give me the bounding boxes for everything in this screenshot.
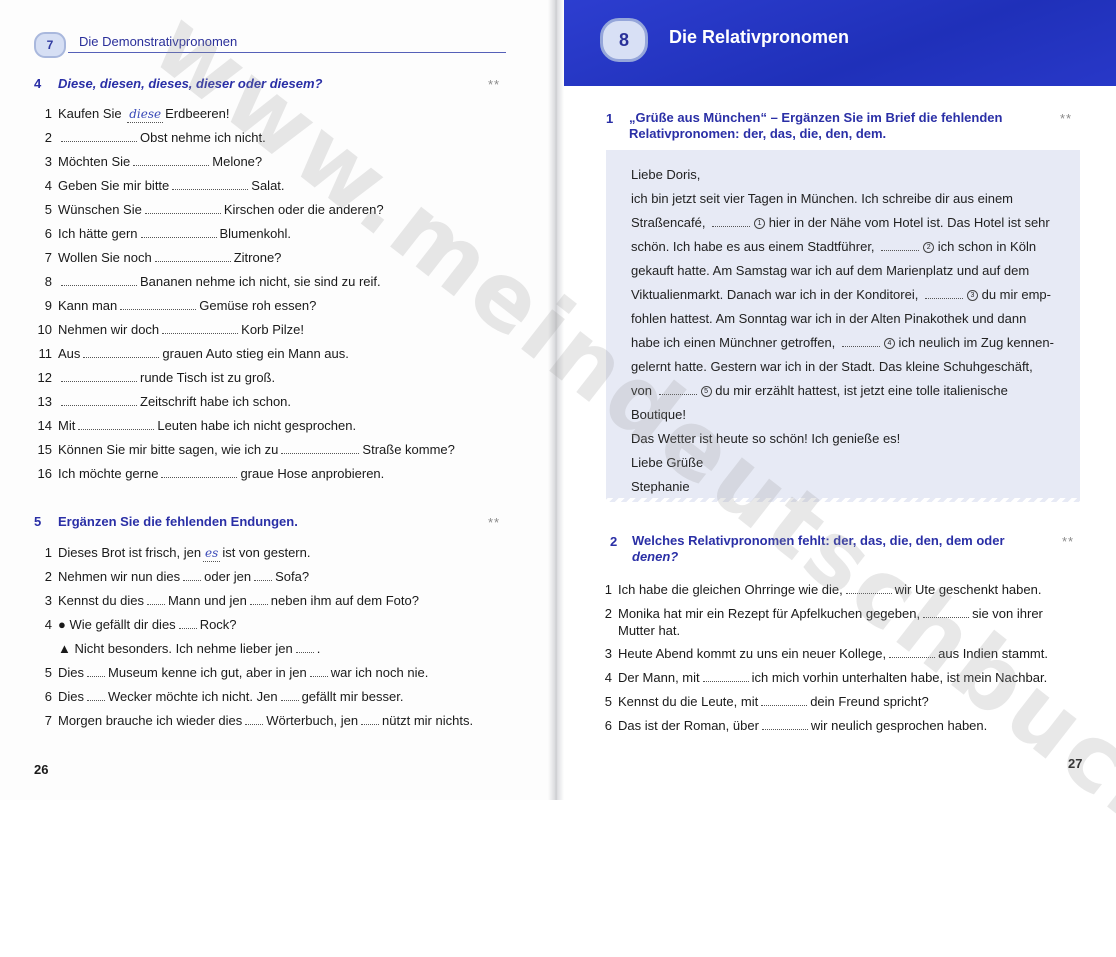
- item-text: Können Sie mir bitte sagen, wie ich zu: [58, 442, 279, 457]
- item-text: Ich habe die gleichen Ohrringe wie die,: [618, 582, 843, 597]
- item-number: 2: [604, 606, 612, 621]
- item-text: Obst nehme ich nicht.: [140, 130, 266, 145]
- difficulty-stars: **: [1062, 534, 1075, 549]
- item-text: runde Tisch ist zu groß.: [140, 370, 276, 385]
- item-number: 4: [604, 670, 612, 685]
- letter-salutation: Liebe Doris,: [631, 167, 701, 182]
- item-number: 5: [44, 665, 52, 680]
- item-text: Mann und jen: [168, 593, 247, 608]
- exercise-item: [34, 569, 309, 585]
- exercise-item: [594, 645, 1048, 662]
- item-number: 12: [37, 370, 52, 385]
- item-text: Aus: [58, 346, 81, 361]
- exercise-item: [34, 641, 320, 657]
- answer-blank[interactable]: [703, 671, 749, 682]
- item-text: Mutter hat.: [618, 623, 681, 638]
- answer-blank[interactable]: [133, 155, 209, 166]
- item-text: Kennst du die Leute, mit: [618, 694, 759, 709]
- difficulty-stars: **: [488, 77, 501, 92]
- item-number: 6: [44, 689, 52, 704]
- exercise-5-number: 5: [34, 514, 42, 529]
- left-page: [0, 0, 556, 800]
- page-number: 26: [34, 762, 49, 777]
- item-text: Monika hat mir ein Rezept für Apfelkuchen gegeben,: [618, 606, 921, 621]
- exercise-5-title: Ergänzen Sie die fehlenden Endungen.: [58, 514, 298, 529]
- chapter-title: Die Demonstrativpronomen: [79, 34, 238, 49]
- exercise-item: [594, 669, 1047, 686]
- item-text: Nehmen wir nun dies: [58, 569, 181, 584]
- answer-blank[interactable]: [61, 395, 137, 406]
- answer-blank[interactable]: [78, 419, 154, 430]
- answer-blank[interactable]: [250, 594, 268, 605]
- answer-blank[interactable]: [762, 719, 808, 730]
- item-text: Gemüse roh essen?: [199, 298, 317, 313]
- item-text: dein Freund spricht?: [810, 694, 929, 709]
- item-text: Bananen nehme ich nicht, sie sind zu reif.: [140, 274, 381, 289]
- answer-blank[interactable]: [846, 583, 892, 594]
- item-text: Ich möchte gerne: [58, 466, 159, 481]
- exercise-item: [34, 418, 356, 434]
- exercise-4-title: Diese, diesen, dieses, dieser oder diesem?: [58, 76, 323, 91]
- letter-line: Das Wetter ist heute so schön! Ich genieße es!: [631, 431, 901, 446]
- item-number: 1: [604, 582, 612, 597]
- item-number: 9: [44, 298, 52, 313]
- item-text: Salat.: [251, 178, 285, 193]
- answer-blank[interactable]: [254, 570, 272, 581]
- item-text: aus Indien stammt.: [938, 646, 1048, 661]
- item-text: Rock?: [199, 617, 237, 632]
- exercise-item: [34, 322, 304, 338]
- item-number: 4: [44, 617, 52, 632]
- item-text: ist von gestern.: [222, 545, 311, 560]
- exercise-item: [34, 226, 291, 242]
- letter-line: Boutique!: [631, 407, 686, 422]
- item-text: Heute Abend kommt zu uns ein neuer Kollege,: [618, 646, 887, 661]
- exercise-item: [594, 717, 987, 734]
- item-text: wir Ute geschenkt haben.: [894, 582, 1042, 597]
- exercise-item: [34, 442, 455, 458]
- item-number: 2: [44, 130, 52, 145]
- item-text: nützt mir nichts.: [382, 713, 474, 728]
- item-text: Korb Pilze!: [241, 322, 305, 337]
- item-text: Kann man: [58, 298, 118, 313]
- exercise-2-title-line2: denen?: [632, 549, 679, 564]
- item-number: 3: [604, 646, 612, 661]
- item-number: 1: [44, 545, 52, 560]
- book-spine: [548, 0, 564, 800]
- item-text: Dies: [58, 689, 85, 704]
- exercise-item: [34, 202, 384, 218]
- item-text: ● Wie gefällt dir dies: [58, 617, 176, 632]
- item-text: Dieses Brot ist frisch, jen: [58, 545, 202, 560]
- item-number: 15: [37, 442, 52, 457]
- answer-blank[interactable]: [83, 347, 159, 358]
- exercise-item: [594, 581, 1041, 598]
- letter-line: ich bin jetzt seit vier Tagen in München. Ich schreibe dir aus einem: [631, 191, 1014, 206]
- answer-blank[interactable]: [162, 323, 238, 334]
- exercise-item: [34, 394, 291, 410]
- item-text: neben ihm auf dem Foto?: [270, 593, 419, 608]
- exercise-item: [34, 274, 381, 290]
- difficulty-stars: **: [488, 515, 501, 530]
- exercise-item: [34, 466, 384, 482]
- exercise-item: [34, 130, 266, 146]
- item-number: 7: [44, 250, 52, 265]
- item-number: 5: [44, 202, 52, 217]
- exercise-item: [34, 713, 473, 729]
- item-number: 10: [37, 322, 52, 337]
- answer-blank[interactable]: [61, 275, 137, 286]
- exercise-item: [34, 617, 237, 633]
- answer-blank[interactable]: [889, 647, 935, 658]
- exercise-item: [34, 689, 403, 705]
- answer-blank[interactable]: [172, 179, 248, 190]
- item-text: Mit: [58, 418, 76, 433]
- chapter-title: Die Relativpronomen: [669, 27, 850, 47]
- item-number: 8: [44, 274, 52, 289]
- item-number: 3: [44, 154, 52, 169]
- answer-blank[interactable]: [120, 299, 196, 310]
- exercise-item: [34, 106, 229, 123]
- item-text: war ich noch nie.: [330, 665, 429, 680]
- answer-blank[interactable]: [179, 618, 197, 629]
- item-text: Erdbeeren!: [165, 106, 230, 121]
- exercise-4-number: 4: [34, 76, 42, 91]
- answer-blank[interactable]: [310, 666, 328, 677]
- item-number: 3: [44, 593, 52, 608]
- exercise-item: [34, 545, 310, 562]
- item-text: ▲ Nicht besonders. Ich nehme lieber jen: [58, 641, 293, 656]
- answer-blank[interactable]: [245, 714, 263, 725]
- exercise-item: [34, 593, 419, 609]
- answer-blank[interactable]: [281, 443, 359, 454]
- answer-blank[interactable]: [145, 203, 221, 214]
- item-text: Zeitschrift habe ich schon.: [140, 394, 292, 409]
- answer-blank[interactable]: [761, 695, 807, 706]
- answer-blank[interactable]: [183, 570, 201, 581]
- exercise-1-number: 1: [606, 111, 614, 126]
- item-text: Straße komme?: [362, 442, 455, 457]
- handwritten-answer: diese: [129, 107, 162, 121]
- item-number: 1: [44, 106, 52, 121]
- page-number: 27: [1068, 756, 1083, 771]
- item-text: sie von ihrer: [972, 606, 1043, 621]
- exercise-item: [34, 298, 316, 314]
- chapter-divider: [68, 52, 506, 53]
- item-text: .: [316, 641, 321, 656]
- exercise-item: [594, 693, 929, 710]
- item-text: Wörterbuch, jen: [266, 713, 359, 728]
- answer-blank[interactable]: [147, 594, 165, 605]
- exercise-item: [34, 154, 262, 170]
- item-number: 6: [604, 718, 612, 733]
- item-text: Möchten Sie: [58, 154, 131, 169]
- item-text: wir neulich gesprochen haben.: [810, 718, 988, 733]
- letter-signature: Stephanie: [631, 479, 690, 494]
- exercise-item: [34, 346, 349, 362]
- chapter-badge: 7: [34, 32, 66, 58]
- item-text: Leuten habe ich nicht gesprochen.: [157, 418, 357, 433]
- item-text: Wecker möchte ich nicht. Jen: [108, 689, 278, 704]
- answer-blank[interactable]: [296, 642, 314, 653]
- item-number: 5: [604, 694, 612, 709]
- exercise-item: [34, 370, 275, 386]
- item-number: 2: [44, 569, 52, 584]
- answer-blank[interactable]: [923, 607, 969, 618]
- answer-blank[interactable]: [141, 227, 217, 238]
- item-number: 11: [38, 346, 52, 361]
- exercise-item: [34, 178, 285, 194]
- exercise-1-title-line2: Relativpronomen: der, das, die, den, dem.: [629, 126, 887, 141]
- letter-box-edge: [606, 494, 1080, 502]
- letter-closing: Liebe Grüße: [631, 455, 704, 470]
- item-text: Kirschen oder die anderen?: [223, 202, 384, 217]
- item-text: Ich hätte gern: [58, 226, 138, 241]
- item-text: Morgen brauche ich wieder dies: [58, 713, 243, 728]
- item-number: 4: [44, 178, 52, 193]
- answer-blank[interactable]: [61, 371, 137, 382]
- item-text: Das ist der Roman, über: [618, 718, 759, 733]
- item-text: graue Hose anprobieren.: [240, 466, 385, 481]
- answer-blank[interactable]: [361, 714, 379, 725]
- letter-line: von 5 du mir erzählt hattest, ist jetzt eine tolle italienische: [631, 383, 1008, 398]
- answer-blank[interactable]: [61, 131, 137, 142]
- item-text: Wollen Sie noch: [58, 250, 152, 265]
- exercise-item: [594, 605, 1043, 639]
- answer-blank[interactable]: [155, 251, 231, 262]
- chapter-badge: 8: [600, 18, 648, 62]
- item-text: ich mich vorhin unterhalten habe, ist mein Nachbar.: [751, 670, 1048, 685]
- letter-line: fohlen hattest. Am Sonntag war ich in der Alten Pinakothek und dann: [631, 311, 1027, 326]
- item-number: 14: [37, 418, 52, 433]
- item-text: Zitrone?: [233, 250, 282, 265]
- answer-blank[interactable]: [87, 690, 105, 701]
- item-number: 7: [44, 713, 52, 728]
- item-text: Der Mann, mit: [618, 670, 700, 685]
- item-text: Sofa?: [275, 569, 310, 584]
- exercise-1-title-line1: „Grüße aus München“ – Ergänzen Sie im Brief die fehlenden: [629, 110, 1003, 125]
- item-text: Nehmen wir doch: [58, 322, 160, 337]
- exercise-item: [34, 665, 428, 681]
- item-text: Blumenkohl.: [219, 226, 292, 241]
- letter-line: gekauft hatte. Am Samstag war ich auf dem Marienplatz und auf dem: [631, 263, 1030, 278]
- letter-line: gelernt hatte. Gestern war ich in der Stadt. Das kleine Schuhgeschäft,: [631, 359, 1033, 374]
- item-number: 6: [44, 226, 52, 241]
- item-text: Melone?: [212, 154, 263, 169]
- item-text: oder jen: [204, 569, 252, 584]
- item-number: 16: [37, 466, 52, 481]
- item-text: Geben Sie mir bitte: [58, 178, 170, 193]
- answer-blank[interactable]: [161, 467, 237, 478]
- item-text: Kennst du dies: [58, 593, 145, 608]
- difficulty-stars: **: [1060, 111, 1073, 126]
- item-number: 13: [37, 394, 52, 409]
- letter-line: Straßencafé, 1 hier in der Nähe vom Hotel ist. Das Hotel ist sehr: [631, 215, 1050, 230]
- item-text: gefällt mir besser.: [301, 689, 404, 704]
- item-text: Dies: [58, 665, 85, 680]
- letter-line: schön. Ich habe es aus einem Stadtführer, 2 ich schon in Köln: [631, 239, 1037, 254]
- exercise-2-number: 2: [610, 534, 618, 549]
- item-text: Kaufen Sie: [58, 106, 122, 121]
- letter-line: habe ich einen Münchner getroffen, 4 ich neulich im Zug kennen-: [631, 335, 1054, 350]
- letter-line: Viktualienmarkt. Danach war ich in der Konditorei, 3 du mir emp-: [631, 287, 1051, 302]
- item-text: Museum kenne ich gut, aber in jen: [108, 665, 307, 680]
- exercise-item: [34, 250, 281, 266]
- answer-blank[interactable]: [87, 666, 105, 677]
- answer-blank[interactable]: [281, 690, 299, 701]
- handwritten-answer: es: [205, 546, 219, 560]
- exercise-2-title-line1: Welches Relativpronomen fehlt: der, das, die, den, dem oder: [632, 533, 1005, 548]
- item-text: grauen Auto stieg ein Mann aus.: [162, 346, 349, 361]
- item-text: Wünschen Sie: [58, 202, 142, 217]
